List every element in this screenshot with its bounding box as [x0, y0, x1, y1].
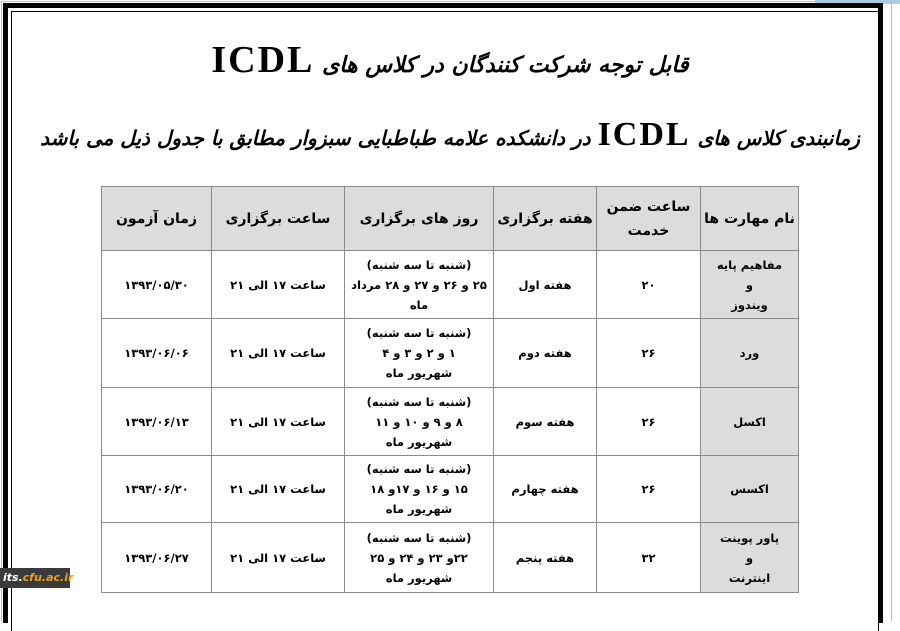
skill-line: مفاهیم پایه [716, 257, 783, 272]
title-persian-text: قابل توجه شرکت کنندگان در کلاس های [322, 52, 689, 78]
schedule-table [101, 186, 799, 593]
table-row [102, 456, 799, 523]
cell-days [345, 251, 494, 319]
watermark-domain: cfu.ac.ir [22, 571, 74, 584]
skill-line: و [745, 550, 754, 565]
days-line: ۸ و ۹ و ۱۰ و ۱۱ [375, 414, 463, 429]
days-line: شهریور ماه [385, 434, 453, 449]
subtitle-icdl-text: ICDL [597, 116, 691, 153]
days-line: شهریور ماه [385, 366, 453, 380]
header-service-hours [597, 187, 701, 251]
subtitle-persian-before: زمانبندی کلاس های [697, 126, 860, 150]
table-row [102, 523, 799, 593]
skill-line: و [745, 277, 754, 292]
cell-exam: ۱۳۹۳/۰۵/۳۰ [102, 251, 212, 319]
cell-week: هفته اول [494, 251, 597, 319]
table-header-row [102, 187, 799, 251]
cell-week: هفته سوم [494, 388, 597, 456]
announcement-title [0, 38, 900, 82]
cell-exam: ۱۳۹۳/۰۶/۲۷ [102, 523, 212, 593]
cell-time: ساعت ۱۷ الی ۲۱ [212, 523, 345, 593]
table-row [102, 251, 799, 319]
days-line: (شنبه تا سه شنبه) [366, 394, 472, 409]
cell-hours: ۳۲ [597, 523, 701, 593]
days-line: (شنبه تا سه شنبه) [366, 462, 472, 476]
cell-days [345, 388, 494, 456]
cell-exam: ۱۳۹۳/۰۶/۱۳ [102, 388, 212, 456]
days-line: (شنبه تا سه شنبه) [366, 326, 472, 340]
cell-skill: اکسل [701, 388, 799, 456]
cell-skill: ورد [701, 319, 799, 388]
days-line: ۲۲و ۲۳ و ۲۴ و ۲۵ [370, 550, 468, 565]
cell-time: ساعت ۱۷ الی ۲۱ [212, 388, 345, 456]
days-line: شهریور ماه [385, 502, 453, 516]
cell-week: هفته پنجم [494, 523, 597, 593]
cell-skill [701, 251, 799, 319]
cell-days [345, 319, 494, 388]
table-row [102, 388, 799, 456]
header-skill: نام مهارت ها [701, 187, 799, 251]
cell-hours: ۲۰ [597, 251, 701, 319]
days-line: شهریور ماه [385, 570, 453, 585]
header-week: هفته برگزاری [494, 187, 597, 251]
days-line: ماه [409, 297, 429, 312]
days-line: ۲۵ و ۲۶ و ۲۷ و ۲۸ مرداد [351, 277, 487, 292]
header-time: ساعت برگزاری [212, 187, 345, 251]
cell-hours: ۲۶ [597, 319, 701, 388]
header-service-hours-line1: ساعت ضمن [606, 198, 691, 215]
cell-hours: ۲۶ [597, 456, 701, 523]
cell-time: ساعت ۱۷ الی ۲۱ [212, 319, 345, 388]
header-service-hours-line2: خدمت [627, 222, 670, 239]
cell-skill [701, 523, 799, 593]
table-row [102, 319, 799, 388]
days-line: (شنبه تا سه شنبه) [366, 257, 472, 272]
days-line: (شنبه تا سه شنبه) [366, 530, 472, 545]
skill-line: ویندوز [731, 297, 768, 312]
header-exam: زمان آزمون [102, 187, 212, 251]
cell-exam: ۱۳۹۳/۰۶/۰۶ [102, 319, 212, 388]
cell-exam: ۱۳۹۳/۰۶/۲۰ [102, 456, 212, 523]
cell-hours: ۲۶ [597, 388, 701, 456]
days-line: ۱۵ و ۱۶ و ۱۷و ۱۸ [370, 482, 468, 496]
cell-time: ساعت ۱۷ الی ۲۱ [212, 251, 345, 319]
cell-days [345, 523, 494, 593]
title-icdl-text: ICDL [211, 39, 315, 81]
cell-skill: اکسس [701, 456, 799, 523]
cell-days [345, 456, 494, 523]
site-watermark [0, 568, 74, 588]
cell-time: ساعت ۱۷ الی ۲۱ [212, 456, 345, 523]
days-line: ۱ و ۲ و ۳ و ۴ [382, 346, 456, 360]
skill-line: اینترنت [728, 570, 771, 585]
cell-week: هفته چهارم [494, 456, 597, 523]
announcement-subtitle [0, 116, 900, 154]
skill-line: پاور پوینت [719, 530, 780, 545]
header-days: روز های برگزاری [345, 187, 494, 251]
subtitle-persian-after: در دانشکده علامه طباطبایی سبزوار مطابق با جدول ذیل می باشد [40, 126, 591, 150]
watermark-prefix: its. [3, 571, 23, 584]
cell-week: هفته دوم [494, 319, 597, 388]
